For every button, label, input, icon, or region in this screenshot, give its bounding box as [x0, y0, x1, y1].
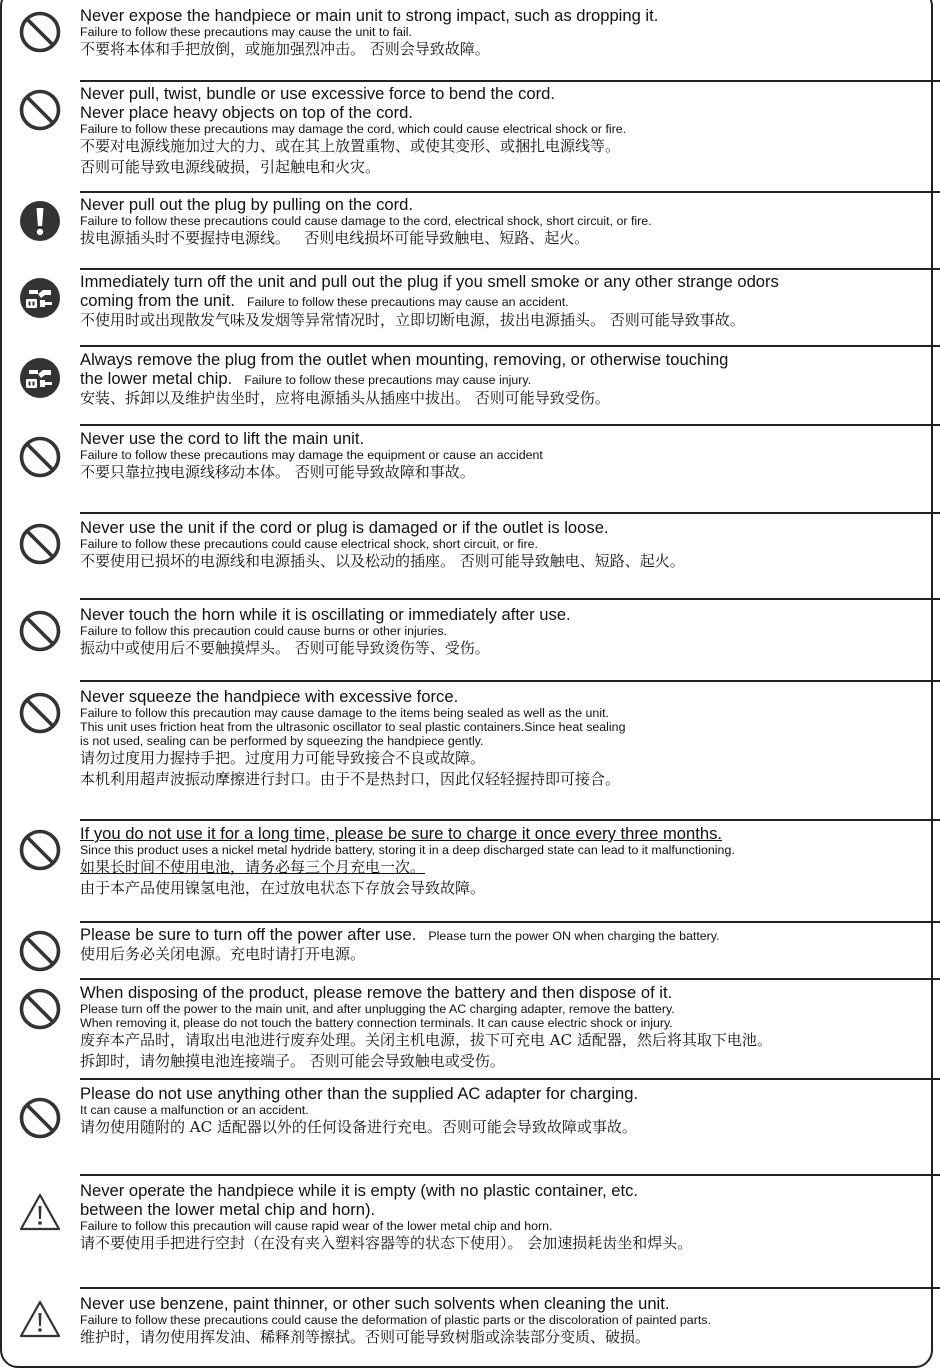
line-text: 如果长时间不使用电池，请务必每三个月充电一次。	[80, 858, 426, 876]
warning-chinese	[80, 551, 934, 572]
section-divider	[80, 1078, 940, 1080]
warning-chinese	[80, 39, 934, 60]
prohibit-icon	[18, 522, 62, 566]
warning-chinese	[80, 1051, 934, 1072]
warning-chinese	[80, 1233, 934, 1254]
precaution-text	[80, 518, 934, 572]
section-divider	[80, 978, 940, 980]
warning-heading	[80, 1181, 934, 1200]
line-text: 使用后务必关闭电源。充电时请打开电源。	[80, 945, 366, 963]
unplug-icon	[18, 356, 62, 400]
line-text: Since this product uses a nickel metal hydride battery, storing it in a deep discharged state can lead to it malfunctioning.	[80, 843, 735, 857]
warning-heading	[80, 195, 934, 214]
line-text: Failure to follow these precautions could cause the deformation of plastic parts or the discoloration of painted parts.	[80, 1313, 711, 1327]
warning-detail	[80, 214, 934, 228]
prohibit-icon	[18, 987, 62, 1031]
line-text: Always remove the plug from the outlet when mounting, removing, or otherwise touching	[80, 350, 729, 369]
warning-heading	[80, 687, 934, 706]
prohibit-icon	[18, 1096, 62, 1140]
line-text: 拆卸时，请勿触摸电池连接端子。 否则可能会导致触电或受伤。	[80, 1052, 505, 1070]
warning-heading	[80, 291, 934, 310]
line-text: 不使用时或出现散发气味及发烟等异常情况时，立即切断电源，拔出电源插头。 否则可能导致事故。	[80, 311, 745, 329]
warning-heading	[80, 272, 934, 291]
warning-heading	[80, 84, 934, 103]
precaution-text	[80, 6, 934, 60]
line-text: Failure to follow these precautions may damage the cord, which could cause electrical shock or fire.	[80, 122, 627, 136]
warning-chinese	[80, 944, 934, 965]
warning-detail	[80, 706, 934, 720]
warning-heading	[80, 6, 934, 25]
line-text: Never pull out the plug by pulling on the cord.	[80, 195, 414, 214]
prohibit-icon	[18, 435, 62, 479]
section-divider	[80, 345, 940, 347]
warning-chinese	[80, 462, 934, 483]
line-text: Failure to follow this precaution could cause burns or other injuries.	[80, 624, 448, 638]
warning-heading	[80, 824, 934, 843]
section-divider	[80, 191, 940, 193]
line-text: 振动中或使用后不要触摸焊头。 否则可能导致烫伤等、受伤。	[80, 639, 490, 657]
precaution-text	[80, 605, 934, 659]
warning-detail-inline: Failure to follow these precautions may cause an accident.	[246, 295, 569, 309]
warning-chinese	[80, 638, 934, 659]
precaution-text	[80, 350, 934, 409]
line-text: between the lower metal chip and horn).	[80, 1200, 376, 1219]
line-text: 不要对电源线施加过大的力、或在其上放置重物、或使其变形、或捆扎电源线等。	[80, 137, 621, 155]
line-text: Never use the cord to lift the main unit.	[80, 429, 365, 448]
warning-heading	[80, 1294, 934, 1313]
line-text: Never place heavy objects on top of the cord.	[80, 103, 413, 122]
section-divider	[80, 1174, 940, 1176]
line-text: This unit uses friction heat from the ultrasonic oscillator to seal plastic containers.Since heat sealing	[80, 720, 626, 734]
line-text: Failure to follow this precaution may cause damage to the items being sealed as well as the unit.	[80, 706, 609, 720]
line-text: is not used, sealing can be performed by squeezing the handpiece gently.	[80, 734, 484, 748]
warning-heading	[80, 1084, 934, 1103]
warning-heading	[80, 350, 934, 369]
line-text: Never expose the handpiece or main unit to strong impact, such as dropping it.	[80, 6, 659, 25]
warning-chinese	[80, 1030, 934, 1051]
line-text: Never squeeze the handpiece with excessive force.	[80, 687, 459, 706]
line-text: Failure to follow these precautions may cause the unit to fail.	[80, 25, 412, 39]
line-text: 请勿使用随附的 AC 适配器以外的任何设备进行充电。否则可能会导致故障或事故。	[80, 1118, 637, 1136]
section-divider	[80, 819, 940, 821]
prohibit-icon	[18, 609, 62, 653]
line-text: Failure to follow this precaution will cause rapid wear of the lower metal chip and horn.	[80, 1219, 553, 1233]
line-text: Please do not use anything other than the supplied AC adapter for charging.	[80, 1084, 639, 1103]
line-text: the lower metal chip.	[80, 369, 233, 388]
warning-heading	[80, 983, 934, 1002]
warning-chinese	[80, 157, 934, 178]
line-text: Failure to follow these precautions may damage the equipment or cause an accident	[80, 448, 543, 462]
warning-heading	[80, 518, 934, 537]
line-text: 否则可能导致电源线破损，引起触电和火灾。	[80, 158, 381, 176]
precaution-text	[80, 429, 934, 483]
section-divider	[80, 512, 940, 514]
warning-chinese	[80, 748, 934, 769]
warning-detail	[80, 1313, 934, 1327]
line-text: 拔电源插头时不要握持电源线。 否则电线损坏可能导致触电、短路、起火。	[80, 229, 590, 247]
precaution-text	[80, 983, 934, 1072]
section-divider	[80, 268, 940, 270]
line-text: Never operate the handpiece while it is empty (with no plastic container, etc.	[80, 1181, 639, 1200]
prohibit-icon	[18, 10, 62, 54]
section-divider	[80, 598, 940, 600]
warning-detail	[80, 720, 934, 734]
line-text: It can cause a malfunction or an accident.	[80, 1103, 309, 1117]
line-text: 由于本产品使用镍氢电池，在过放电状态下存放会导致故障。	[80, 879, 486, 897]
warning-chinese	[80, 1327, 934, 1348]
section-divider	[80, 921, 940, 923]
line-text: Please turn off the power to the main unit, and after unplugging the AC charging adapter, remove the battery.	[80, 1002, 675, 1016]
line-text: 维护时，请勿使用挥发油、稀释剂等擦拭。否则可能导致树脂或涂装部分变质、破损。	[80, 1328, 651, 1346]
line-text: Failure to follow these precautions could cause damage to the cord, electrical shock, short circuit, or fire.	[80, 214, 652, 228]
line-text: 请不要使用手把进行空封（在没有夹入塑料容器等的状态下使用）。 会加速损耗齿坐和焊头。	[80, 1234, 693, 1252]
prohibit-icon	[18, 929, 62, 973]
warning-detail	[80, 734, 934, 748]
warning-detail	[80, 624, 934, 638]
line-text: 安装、拆卸以及维护齿坐时，应将电源插头从插座中拔出。 否则可能导致受伤。	[80, 389, 610, 407]
warning-detail	[80, 537, 934, 551]
precaution-text	[80, 1181, 934, 1254]
warning-detail	[80, 1002, 934, 1016]
precaution-text	[80, 84, 934, 178]
warning-chinese	[80, 388, 934, 409]
warning-chinese	[80, 857, 934, 878]
warning-detail	[80, 843, 934, 857]
warning-heading	[80, 429, 934, 448]
section-divider	[80, 680, 940, 682]
warning-chinese	[80, 310, 934, 331]
warning-heading	[80, 103, 934, 122]
warning-detail	[80, 1016, 934, 1030]
line-text: When disposing of the product, please remove the battery and then dispose of it.	[80, 983, 673, 1002]
precaution-text	[80, 925, 934, 965]
prohibit-icon	[18, 828, 62, 872]
caution-triangle-icon	[18, 1298, 62, 1342]
precaution-text	[80, 272, 934, 331]
warning-chinese	[80, 136, 934, 157]
line-text: 废弃本产品时，请取出电池进行废弃处理。关闭主机电源，拔下可充电 AC 适配器，然后将其取下电池。	[80, 1031, 772, 1049]
warning-heading	[80, 925, 934, 944]
warning-detail	[80, 25, 934, 39]
line-text: If you do not use it for a long time, please be sure to charge it once every three months.	[80, 824, 722, 843]
prohibit-icon	[18, 88, 62, 132]
section-divider	[80, 424, 940, 426]
unplug-icon	[18, 276, 62, 320]
warning-chinese	[80, 1117, 934, 1138]
line-text: 不要将本体和手把放倒，或施加强烈冲击。 否则会导致故障。	[80, 40, 490, 58]
line-text: 不要使用已损坏的电源线和电源插头、以及松动的插座。 否则可能导致触电、短路、起火。	[80, 552, 685, 570]
warning-detail	[80, 122, 934, 136]
precaution-text	[80, 824, 934, 899]
prohibit-icon	[18, 691, 62, 735]
warning-chinese	[80, 878, 934, 899]
line-text: Never touch the horn while it is oscillating or immediately after use.	[80, 605, 571, 624]
line-text: Immediately turn off the unit and pull out the plug if you smell smoke or any other strange odors	[80, 272, 779, 291]
precaution-text	[80, 687, 934, 790]
precaution-text	[80, 1294, 934, 1348]
line-text: Never pull, twist, bundle or use excessive force to bend the cord.	[80, 84, 556, 103]
warning-chinese	[80, 769, 934, 790]
warning-detail-inline: Please turn the power ON when charging the battery.	[428, 929, 720, 943]
warning-detail	[80, 1219, 934, 1233]
precaution-text	[80, 1084, 934, 1138]
warning-detail-inline: Failure to follow these precautions may cause injury.	[244, 373, 532, 387]
line-text: coming from the unit.	[80, 291, 235, 310]
section-divider	[80, 80, 940, 82]
line-text: When removing it, please do not touch the battery connection terminals. It can cause electric shock or injury.	[80, 1016, 673, 1030]
warning-detail	[80, 1103, 934, 1117]
line-text: 请勿过度用力握持手把。过度用力可能导致接合不良或故障。	[80, 749, 486, 767]
line-text: Never use the unit if the cord or plug is damaged or if the outlet is loose.	[80, 518, 609, 537]
line-text: 不要只靠拉拽电源线移动本体。 否则可能导致故障和事故。	[80, 463, 475, 481]
precaution-text	[80, 195, 934, 249]
warning-heading	[80, 1200, 934, 1219]
line-text: Failure to follow these precautions could cause electrical shock, short circuit, or fire.	[80, 537, 538, 551]
line-text: Never use benzene, paint thinner, or other such solvents when cleaning the unit.	[80, 1294, 670, 1313]
section-divider	[80, 1287, 940, 1289]
warning-heading	[80, 369, 934, 388]
caution-triangle-icon	[18, 1191, 62, 1235]
warning-detail	[80, 448, 934, 462]
line-text: 本机利用超声波振动摩擦进行封口。由于不是热封口，因此仅轻轻握持即可接合。	[80, 770, 621, 788]
warning-heading	[80, 605, 934, 624]
warning-chinese	[80, 228, 934, 249]
line-text: Please be sure to turn off the power after use.	[80, 925, 417, 944]
exclamation-icon	[18, 199, 62, 243]
